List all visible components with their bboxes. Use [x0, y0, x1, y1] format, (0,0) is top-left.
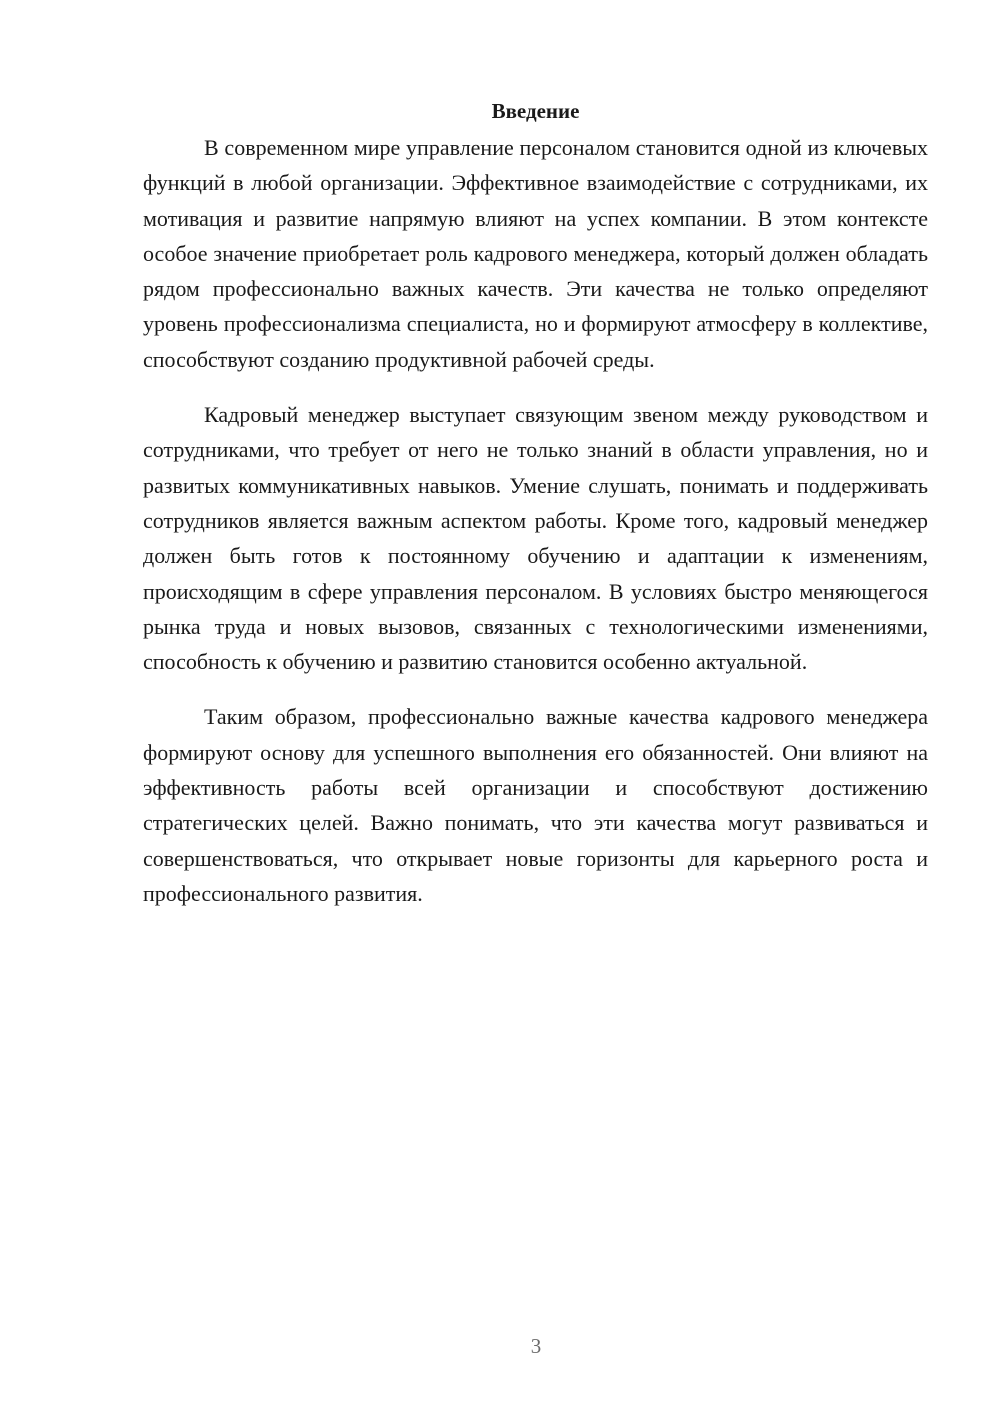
section-title: Введение	[491, 99, 580, 123]
page-content	[143, 96, 928, 931]
paragraph-2: Кадровый менеджер выступает связующим звеном между руководством и сотрудниками, что требует от него не только знаний в области управления, но и развитых коммуникативных навыков. Умение слушать, понимать и поддерживать сотрудников является важным аспектом работы. Кроме того, кадровый менеджер должен быть готов к постоянному обучению и адаптации к изменениям, происходящим в сфере управления персоналом. В условиях быстро меняющегося рынка труда и новых вызовов, связанных с технологическими изменениями, способность к обучению и развитию становится особенно актуальной.	[143, 402, 928, 675]
paragraph-3: Таким образом, профессионально важные качества кадрового менеджера формируют основу для успешного выполнения его обязанностей. Они влияют на эффективность работы всей организации и способствуют достижению стратегических целей. Важно понимать, что эти качества могут развиваться и совершенствоваться, что открывает новые горизонты для карьерного роста и профессионального развития.	[143, 704, 928, 906]
page-number: 3	[530, 1334, 542, 1358]
paragraph-1: В современном мире управление персоналом становится одной из ключевых функций в любой организации. Эффективное взаимодействие с сотрудниками, их мотивация и развитие напрямую влияют на успех компании. В этом контексте особое значение приобретает роль кадрового менеджера, который должен обладать рядом профессионально важных качеств. Эти качества не только определяют уровень профессионализма специалиста, но и формируют атмосферу в коллективе, способствуют созданию продуктивной рабочей среды.	[143, 135, 928, 372]
